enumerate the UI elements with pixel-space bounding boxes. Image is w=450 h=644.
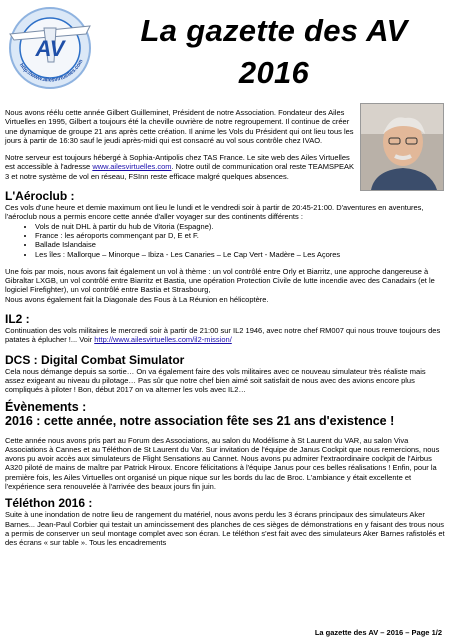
aeroclub-paragraph: Ces vols d'une heure et demie maximum ont lieu le lundi et le vendredi soir à partir de 20:45-21:00. D'aventures en aventures, l'aéroclub nous a permis encore cette année d'aller voyager sur des continents différents :: [5, 203, 424, 222]
telethon-heading: Téléthon 2016 :: [5, 496, 93, 511]
article-body: [5, 108, 445, 548]
il2-heading: IL2 :: [5, 312, 30, 327]
dcs-paragraph: Cela nous démange depuis sa sortie… On va également faire des vols militaires avec ce nouveau simulateur très réaliste mais assez exigeant au niveau du pilotage… Pas sûr que notre chef bien aimé soit satisfait de nous avec des avions encore plus compliqués à piloter ! Bon, début 2017 on va alterner les vols avec IL2…: [5, 366, 426, 395]
reunion-paragraph: Nous avons également fait la Diagonale des Fous à La Réunion en hélicoptère.: [5, 294, 269, 304]
logo-brand-text: AV: [35, 36, 65, 61]
theme-flights-paragraph: Une fois par mois, nous avons fait également un vol à thème : un vol contrôlé entre Orly et Biarritz, une approche dangereuse à Gibraltar LXGB, un vol contrôlé entre Biarritz et Bastia, une opération Protection Civile de lutte incendie avec des Canadairs (et le logiciel Firefighter), un vol contrôlé entre Bastia et Strasbourg,: [5, 266, 435, 295]
telethon-paragraph: Suite à une inondation de notre lieu de rangement du matériel, nous avons perdu les 3 écrans principaux des simulateurs Aker Barnes... Jean-Paul Corbier qui testait un amincissement des planches de ces sièges de démonstrations en y faisant des trous nous a permis de conserver un seul montage complet avec son écran. Le téléthon s'est fait avec des simulateurs Aker Barnes rafistolés et des écrans « sur table ». Tous les encadrements: [5, 510, 445, 548]
list-item: • Les îles : Mallorque – Minorque – Ibiza - Les Canaries – Le Cap Vert - Madère – Les Açores: [35, 250, 445, 259]
list-item: • France : les aéroports commençant par D, E et F.: [35, 231, 445, 240]
il2-mission-link[interactable]: http://www.ailesvirtuelles.com/il2-mission/: [94, 335, 232, 345]
dcs-heading: DCS : Digital Combat Simulator: [5, 352, 185, 367]
list-item: • Ballade Islandaise: [35, 240, 445, 249]
events-heading: Évènements :: [5, 399, 87, 414]
aeroclub-list: [5, 222, 445, 259]
page-title-year: 2016: [238, 55, 310, 90]
events-paragraph: Cette année nous avons pris part au Forum des Associations, au salon du Modélisme à St Laurent du VAR, au salon Viva Associations à Cannes et au Téléthon de St Laurent du Var. Sur invitation de l'équipe de Janus Cockpit que nous remercions, nous avons pu avoir accès aux simulateurs de Flight Sensations au Cannet. Nous avons pu admirer l'extraordinaire cockpit de l'Airbus A320 piloté de mains de maître par Patrick Hiroux. Encore félicitations à l'équipe Janus pour ces belles réalisations ! Enfin, pour la première fois, les Ailes Virtuelles ont organisé un pique nique sur les bords du lac de Broc. L'ambiance y était excellente et l'expérience sera renouvelée à l'arrivée des beaux jours fin juin.: [5, 435, 440, 492]
list-item: • Vols de nuit DHL à partir du hub de Vitoria (Espagne).: [35, 222, 445, 231]
logo-url-text: http://www.ailesvirtuelles.com: [17, 58, 85, 84]
page-footer: La gazette des AV – 2016 – Page 1/2: [314, 628, 442, 637]
intro-paragraph: Nous avons réélu cette année Gilbert Guilleminet, Président de notre Association. Fondateur des Ailes Virtuelles en 1995, Gilbert a toujours été la cheville ouvrière de notre regroupement. Il continue de créer une dynamique de groupe 21 ans après cette création. Il anime les Vols du Président qui ont lieu tous les jours à partir de 16:30 sauf le jeudi après-midi qui est consacré au vol sous contrôle chez IVAO.: [5, 108, 354, 145]
il2-paragraph: Continuation des vols militaires le mercredi soir à partir de 21:00 sur IL2 1946, avec notre chef RM007 qui nous trouve toujours des patates à éplucher !... Voir http://www.ailesvirtuelles.com/il2-mission/: [5, 326, 441, 345]
page-title: La gazette des AV: [140, 13, 408, 48]
aeroclub-heading: L'Aéroclub :: [5, 189, 75, 204]
ailes-virtuelles-logo: [4, 4, 96, 92]
website-link[interactable]: www.ailesvirtuelles.com: [92, 162, 172, 172]
anniversary-heading: 2016 : cette année, notre association fête ses 21 ans d'existence !: [5, 413, 395, 428]
server-paragraph: Notre serveur est toujours hébergé à Sophia-Antipolis chez TAS France. Le site web des Ailes Virtuelles est accessible à l'adresse www.ailesvirtuelles.com. Notre outil de communication oral reste TEAMSPEAK 3 et notre système de vol en réseau, FSInn reste efficace malgré quelques absences.: [5, 153, 354, 181]
